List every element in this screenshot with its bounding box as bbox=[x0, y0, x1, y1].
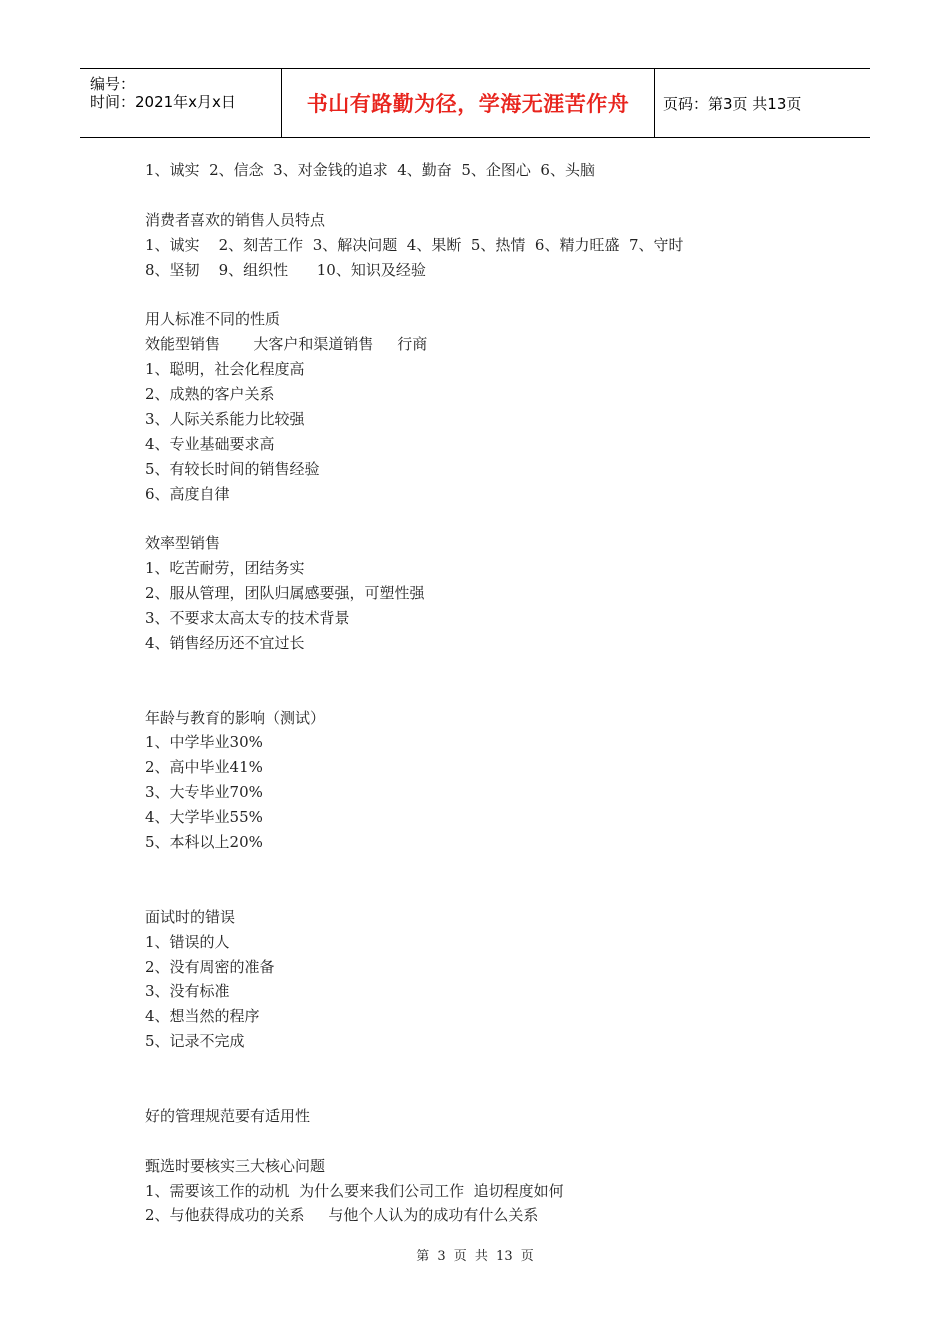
text-line: 1、诚实 2、刻苦工作 3、解决问题 4、果断 5、热情 6、精力旺盛 7、守时 bbox=[145, 235, 684, 254]
page-footer: 第 3 页 共 13 页 bbox=[416, 1249, 534, 1264]
text-line: 4、大学毕业55% bbox=[145, 808, 263, 827]
header-info-cell bbox=[80, 69, 282, 137]
blank-line bbox=[145, 855, 845, 880]
header-page-number bbox=[663, 69, 870, 137]
blank-line bbox=[145, 1129, 845, 1154]
text-line: 效率型销售 bbox=[145, 534, 221, 553]
date-line: 时间：2021年x月x日 bbox=[90, 93, 236, 111]
text-line: 3、不要求太高太专的技术背景 bbox=[145, 609, 350, 628]
text-line: 1、错误的人 bbox=[145, 932, 230, 951]
text-line: 1、聪明，社会化程度高 bbox=[145, 360, 305, 379]
text-line: 2、服从管理，团队归属感要强，可塑性强 bbox=[145, 584, 425, 603]
text-line: 2、高中毕业41% bbox=[145, 758, 263, 777]
text-line: 甄选时要核实三大核心问题 bbox=[145, 1156, 326, 1175]
blank-line bbox=[145, 681, 845, 706]
text-line: 3、大专毕业70% bbox=[145, 783, 263, 802]
text-line: 2、没有周密的准备 bbox=[145, 957, 275, 976]
blank-line bbox=[145, 656, 845, 681]
doc-number-label: 编号： bbox=[90, 75, 136, 93]
header-slogan: 书山有路勤为径，学海无涯苦作舟 bbox=[282, 69, 655, 137]
text-line: 面试时的错误 bbox=[145, 907, 236, 926]
text-line: 用人标准不同的性质 bbox=[145, 310, 281, 329]
text-line: 好的管理规范要有适用性 bbox=[145, 1106, 311, 1125]
blank-line bbox=[145, 282, 845, 307]
text-line: 2、与他获得成功的关系 与他个人认为的成功有什么关系 bbox=[145, 1206, 539, 1225]
text-line: 4、专业基础要求高 bbox=[145, 434, 275, 453]
blank-line bbox=[145, 1079, 845, 1104]
text-line: 3、没有标准 bbox=[145, 982, 230, 1001]
text-line: 1、需要该工作的动机 为什么要来我们公司工作 追切程度如何 bbox=[145, 1181, 564, 1200]
text-line: 1、中学毕业30% bbox=[145, 733, 263, 752]
blank-line bbox=[145, 183, 845, 208]
text-line: 4、想当然的程序 bbox=[145, 1007, 260, 1026]
blank-line bbox=[145, 1054, 845, 1079]
blank-line bbox=[145, 880, 845, 905]
text-line: 2、成熟的客户关系 bbox=[145, 385, 275, 404]
text-line: 5、记录不完成 bbox=[145, 1032, 245, 1051]
text-line: 消费者喜欢的销售人员特点 bbox=[145, 210, 326, 229]
text-line: 4、销售经历还不宜过长 bbox=[145, 633, 305, 652]
text-line: 5、本科以上20% bbox=[145, 833, 263, 852]
text-line: 年龄与教育的影响（测试） bbox=[145, 708, 326, 727]
text-line: 1、吃苦耐劳，团结务实 bbox=[145, 559, 305, 578]
text-line: 效能型销售 大客户和渠道销售 行商 bbox=[145, 335, 428, 354]
text-line: 1、诚实 2、信念 3、对金钱的追求 4、勤奋 5、企图心 6、头脑 bbox=[145, 161, 595, 179]
document-body bbox=[145, 158, 845, 1228]
blank-line bbox=[145, 506, 845, 531]
text-line: 5、有较长时间的销售经验 bbox=[145, 459, 320, 478]
text-line: 3、人际关系能力比较强 bbox=[145, 409, 305, 428]
text-line: 8、坚韧 9、组织性 10、知识及经验 bbox=[145, 260, 426, 279]
page-header bbox=[80, 68, 870, 138]
text-line: 6、高度自律 bbox=[145, 484, 230, 503]
page-number-label: 页码：第3页 共13页 bbox=[663, 94, 802, 113]
